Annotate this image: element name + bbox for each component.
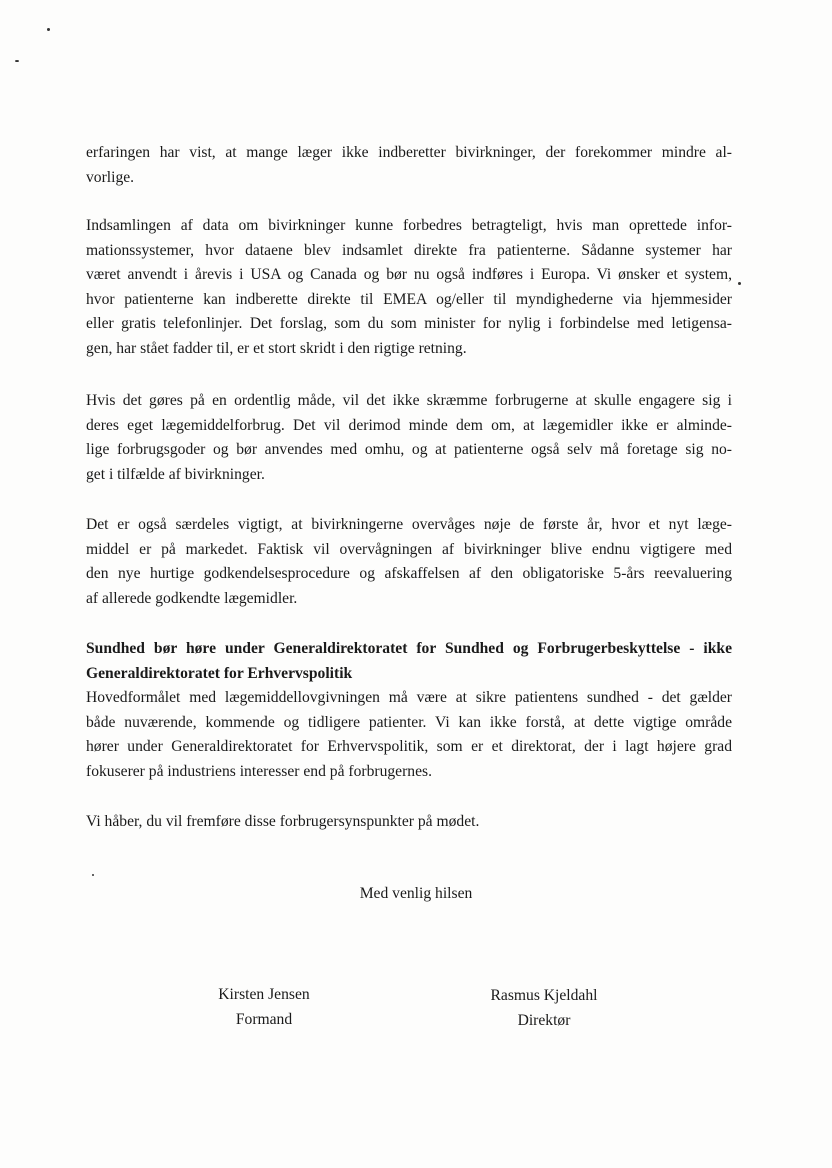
text-line: lige forbrugsgoder og bør anvendes med omhu, og at patienterne også selv må foretage sig no- — [86, 441, 732, 458]
signatory-title: Direktør — [517, 1012, 571, 1029]
section-heading: Generaldirektoratet for Erhvervspolitik — [86, 664, 353, 682]
text-line: Indsamlingen af data om bivirkninger kunne forbedres betragteligt, hvis man oprettede infor- — [86, 217, 732, 234]
text-line: fokuserer på industriens interesser end på forbrugernes. — [86, 762, 432, 780]
text-line: hvor patienterne kan indberette direkte til EMEA og/eller til myndighederne via hjemmesider — [86, 290, 732, 308]
section-block — [86, 637, 732, 784]
text-line: Hovedformålet med lægemiddellovgivningen må være at sikre patientens sundhed - det gælder — [86, 689, 732, 706]
text-line: eller gratis telefonlinjer. Det forslag, som du som minister for nylig i forbindelse med letigensa- — [86, 315, 732, 332]
scan-speck — [47, 28, 50, 31]
paragraph-3 — [86, 389, 732, 487]
signatory-1 — [174, 982, 354, 1032]
text-line: erfaringen har vist, at mange læger ikke indberetter bivirkninger, der forekommer mindre al- — [86, 144, 732, 161]
paragraph-2 — [86, 214, 732, 361]
text-line: hører under Generaldirektoratet for Erhvervspolitik, som er et direktorat, der i lagt højere grad — [86, 738, 732, 755]
text-line: af allerede godkendte lægemidler. — [86, 589, 298, 607]
signatory-2 — [454, 983, 634, 1033]
signatory-name: Kirsten Jensen — [218, 986, 310, 1003]
text-line: gen, har stået fadder til, er et stort skridt i den rigtige retning. — [86, 339, 467, 357]
final-paragraph — [86, 810, 732, 835]
scan-speck — [15, 60, 19, 62]
text-line: deres eget lægemiddelforbrug. Det vil derimod minde dem om, at lægemidler ikke er alminde- — [86, 416, 732, 434]
text-line: middel er på markedet. Faktisk vil overvågningen af bivirkninger blive endnu vigtigere med — [86, 540, 732, 558]
text-line: Det er også særdeles vigtigt, at bivirkningerne overvåges nøje de første år, hvor et nyt læge- — [86, 516, 732, 533]
paragraph-4 — [86, 513, 732, 611]
closing-salutation: Med venlig hilsen — [359, 885, 473, 902]
text-line: vorlige. — [86, 168, 135, 186]
text-line: været anvendt i årevis i USA og Canada og bør nu også indføres i Europa. Vi ønsker et system, — [86, 266, 732, 283]
text-line: både nuværende, kommende og tidligere patienter. Vi kan ikke forstå, at dette vigtige område — [86, 713, 732, 731]
text-line: mationssystemer, hvor dataene blev indsamlet direkte fra patienterne. Sådanne systemer har — [86, 241, 732, 259]
text-line: get i tilfælde af bivirkninger. — [86, 465, 265, 483]
text-line: Hvis det gøres på en ordentlig måde, vil det ikke skræmme forbrugerne at skulle engagere sig i — [86, 392, 732, 409]
paragraph-1 — [86, 141, 732, 190]
scan-speck — [92, 874, 94, 876]
scan-speck — [738, 282, 741, 285]
signatory-title: Formand — [235, 1011, 293, 1028]
section-heading: Sundhed bør høre under Generaldirektoratet for Sundhed og Forbrugerbeskyttelse - ikke — [86, 640, 732, 657]
text-line: den nye hurtige godkendelsesprocedure og afskaffelsen af den obligatoriske 5-års reevaluering — [86, 565, 732, 582]
text-line: Vi håber, du vil fremføre disse forbrugersynspunkter på mødet. — [86, 813, 480, 830]
signatory-name: Rasmus Kjeldahl — [490, 987, 598, 1004]
